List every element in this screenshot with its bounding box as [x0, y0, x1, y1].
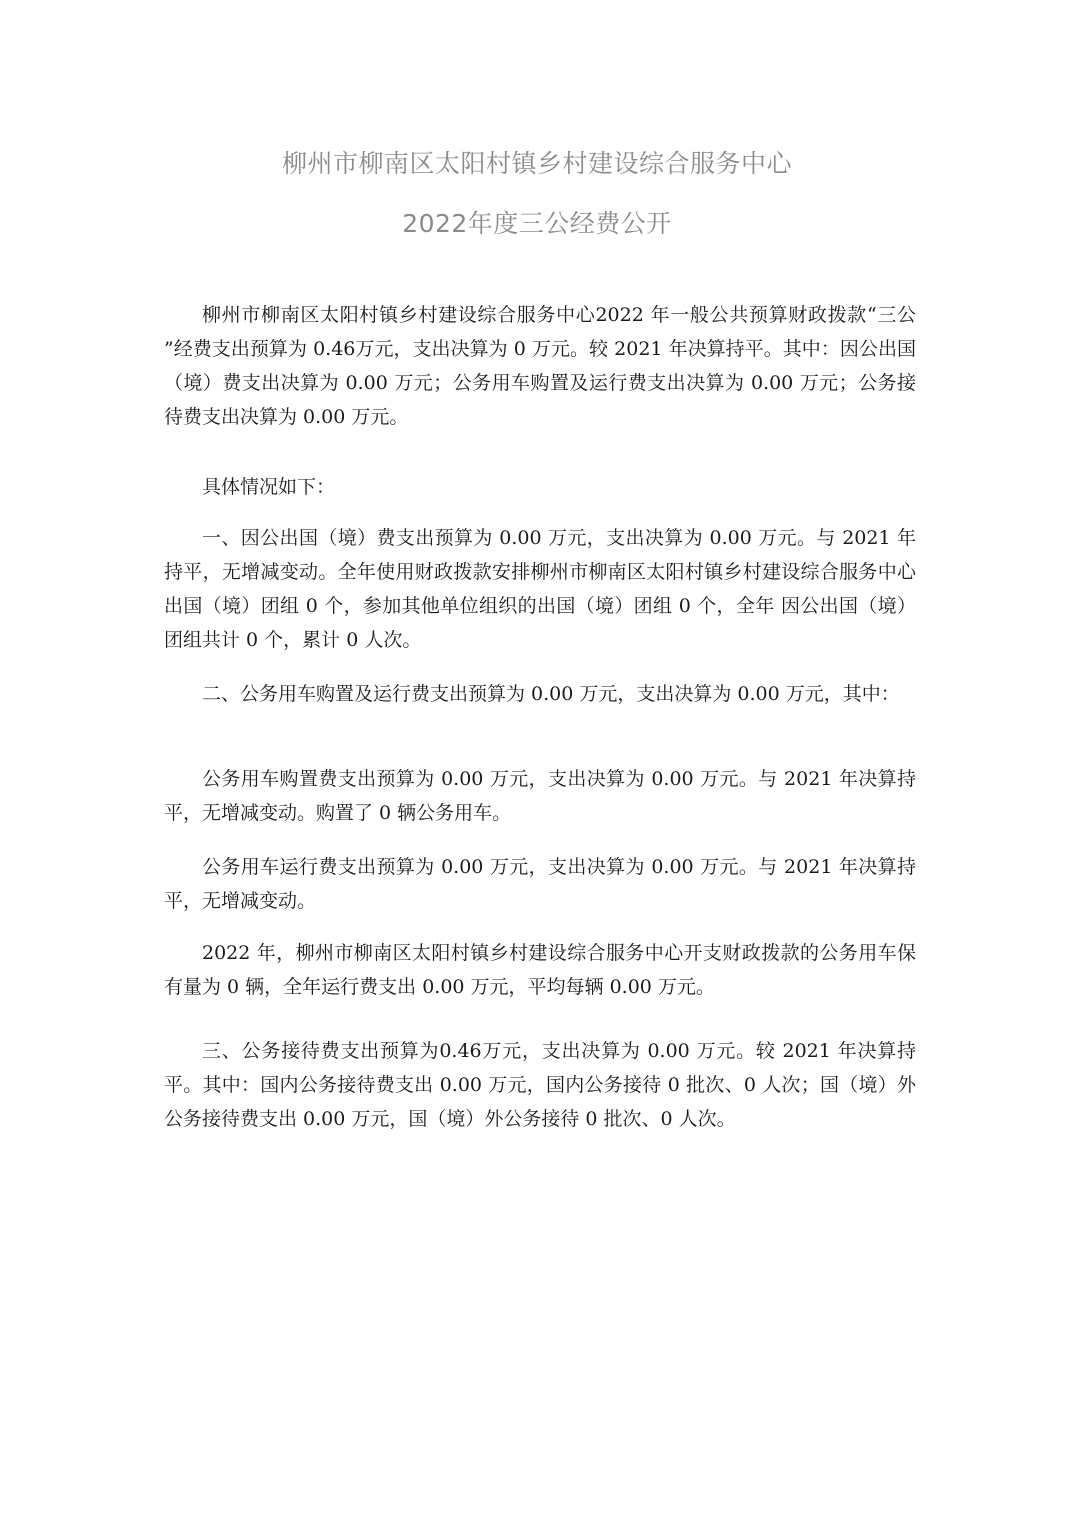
reception-expense-paragraph: 三、公务接待费支出预算为0.46万元，支出决算为 0.00 万元。较 2021 年决算持平。其中：国内公务接待费支出 0.00 万元，国内公务接待 0 批次、0 人次；国（境）外公务接待费支出 0.00 万元，国（境）外公务接待 0 批次、0 人次。 — [164, 1040, 916, 1130]
vehicle-operation-paragraph: 公务用车运行费支出预算为 0.00 万元，支出决算为 0.00 万元。与 2021 年决算持平，无增减变动。 — [164, 856, 916, 912]
document-subtitle: 2022年度三公经费公开 — [402, 209, 672, 238]
details-intro-paragraph: 具体情况如下： — [202, 476, 336, 498]
summary-paragraph: 柳州市柳南区太阳村镇乡村建设综合服务中心2022 年一般公共预算财政拨款“三公 ”经费支出预算为 0.46万元，支出决算为 0 万元。较 2021 年决算持平。其中：因公出国（境）费支出决算为 0.00 万元；公务用车购置及运行费支出决算为 0.00 万元；公务接待费支出决算为 0.00 万元。 — [164, 304, 916, 428]
vehicle-purchase-paragraph: 公务用车购置费支出预算为 0.00 万元，支出决算为 0.00 万元。与 2021 年决算持平，无增减变动。购置了 0 辆公务用车。 — [164, 768, 916, 824]
overseas-travel-paragraph: 一、因公出国（境）费支出预算为 0.00 万元，支出决算为 0.00 万元。与 2021 年持平，无增减变动。全年使用财政拨款安排柳州市柳南区太阳村镇乡村建设综合服务中心出国（境）团组 0 个，参加其他单位组织的出国（境）团组 0 个，全年 因公出国（境）团组共计 0 个，累计 0 人次。 — [164, 527, 916, 651]
document-title: 柳州市柳南区太阳村镇乡村建设综合服务中心 — [281, 149, 792, 178]
vehicle-expense-paragraph: 二、公务用车购置及运行费支出预算为 0.00 万元，支出决算为 0.00 万元，其中： — [202, 683, 900, 705]
vehicle-holdings-paragraph: 2022 年，柳州市柳南区太阳村镇乡村建设综合服务中心开支财政拨款的公务用车保有量为 0 辆，全年运行费支出 0.00 万元，平均每辆 0.00 万元。 — [164, 942, 916, 998]
